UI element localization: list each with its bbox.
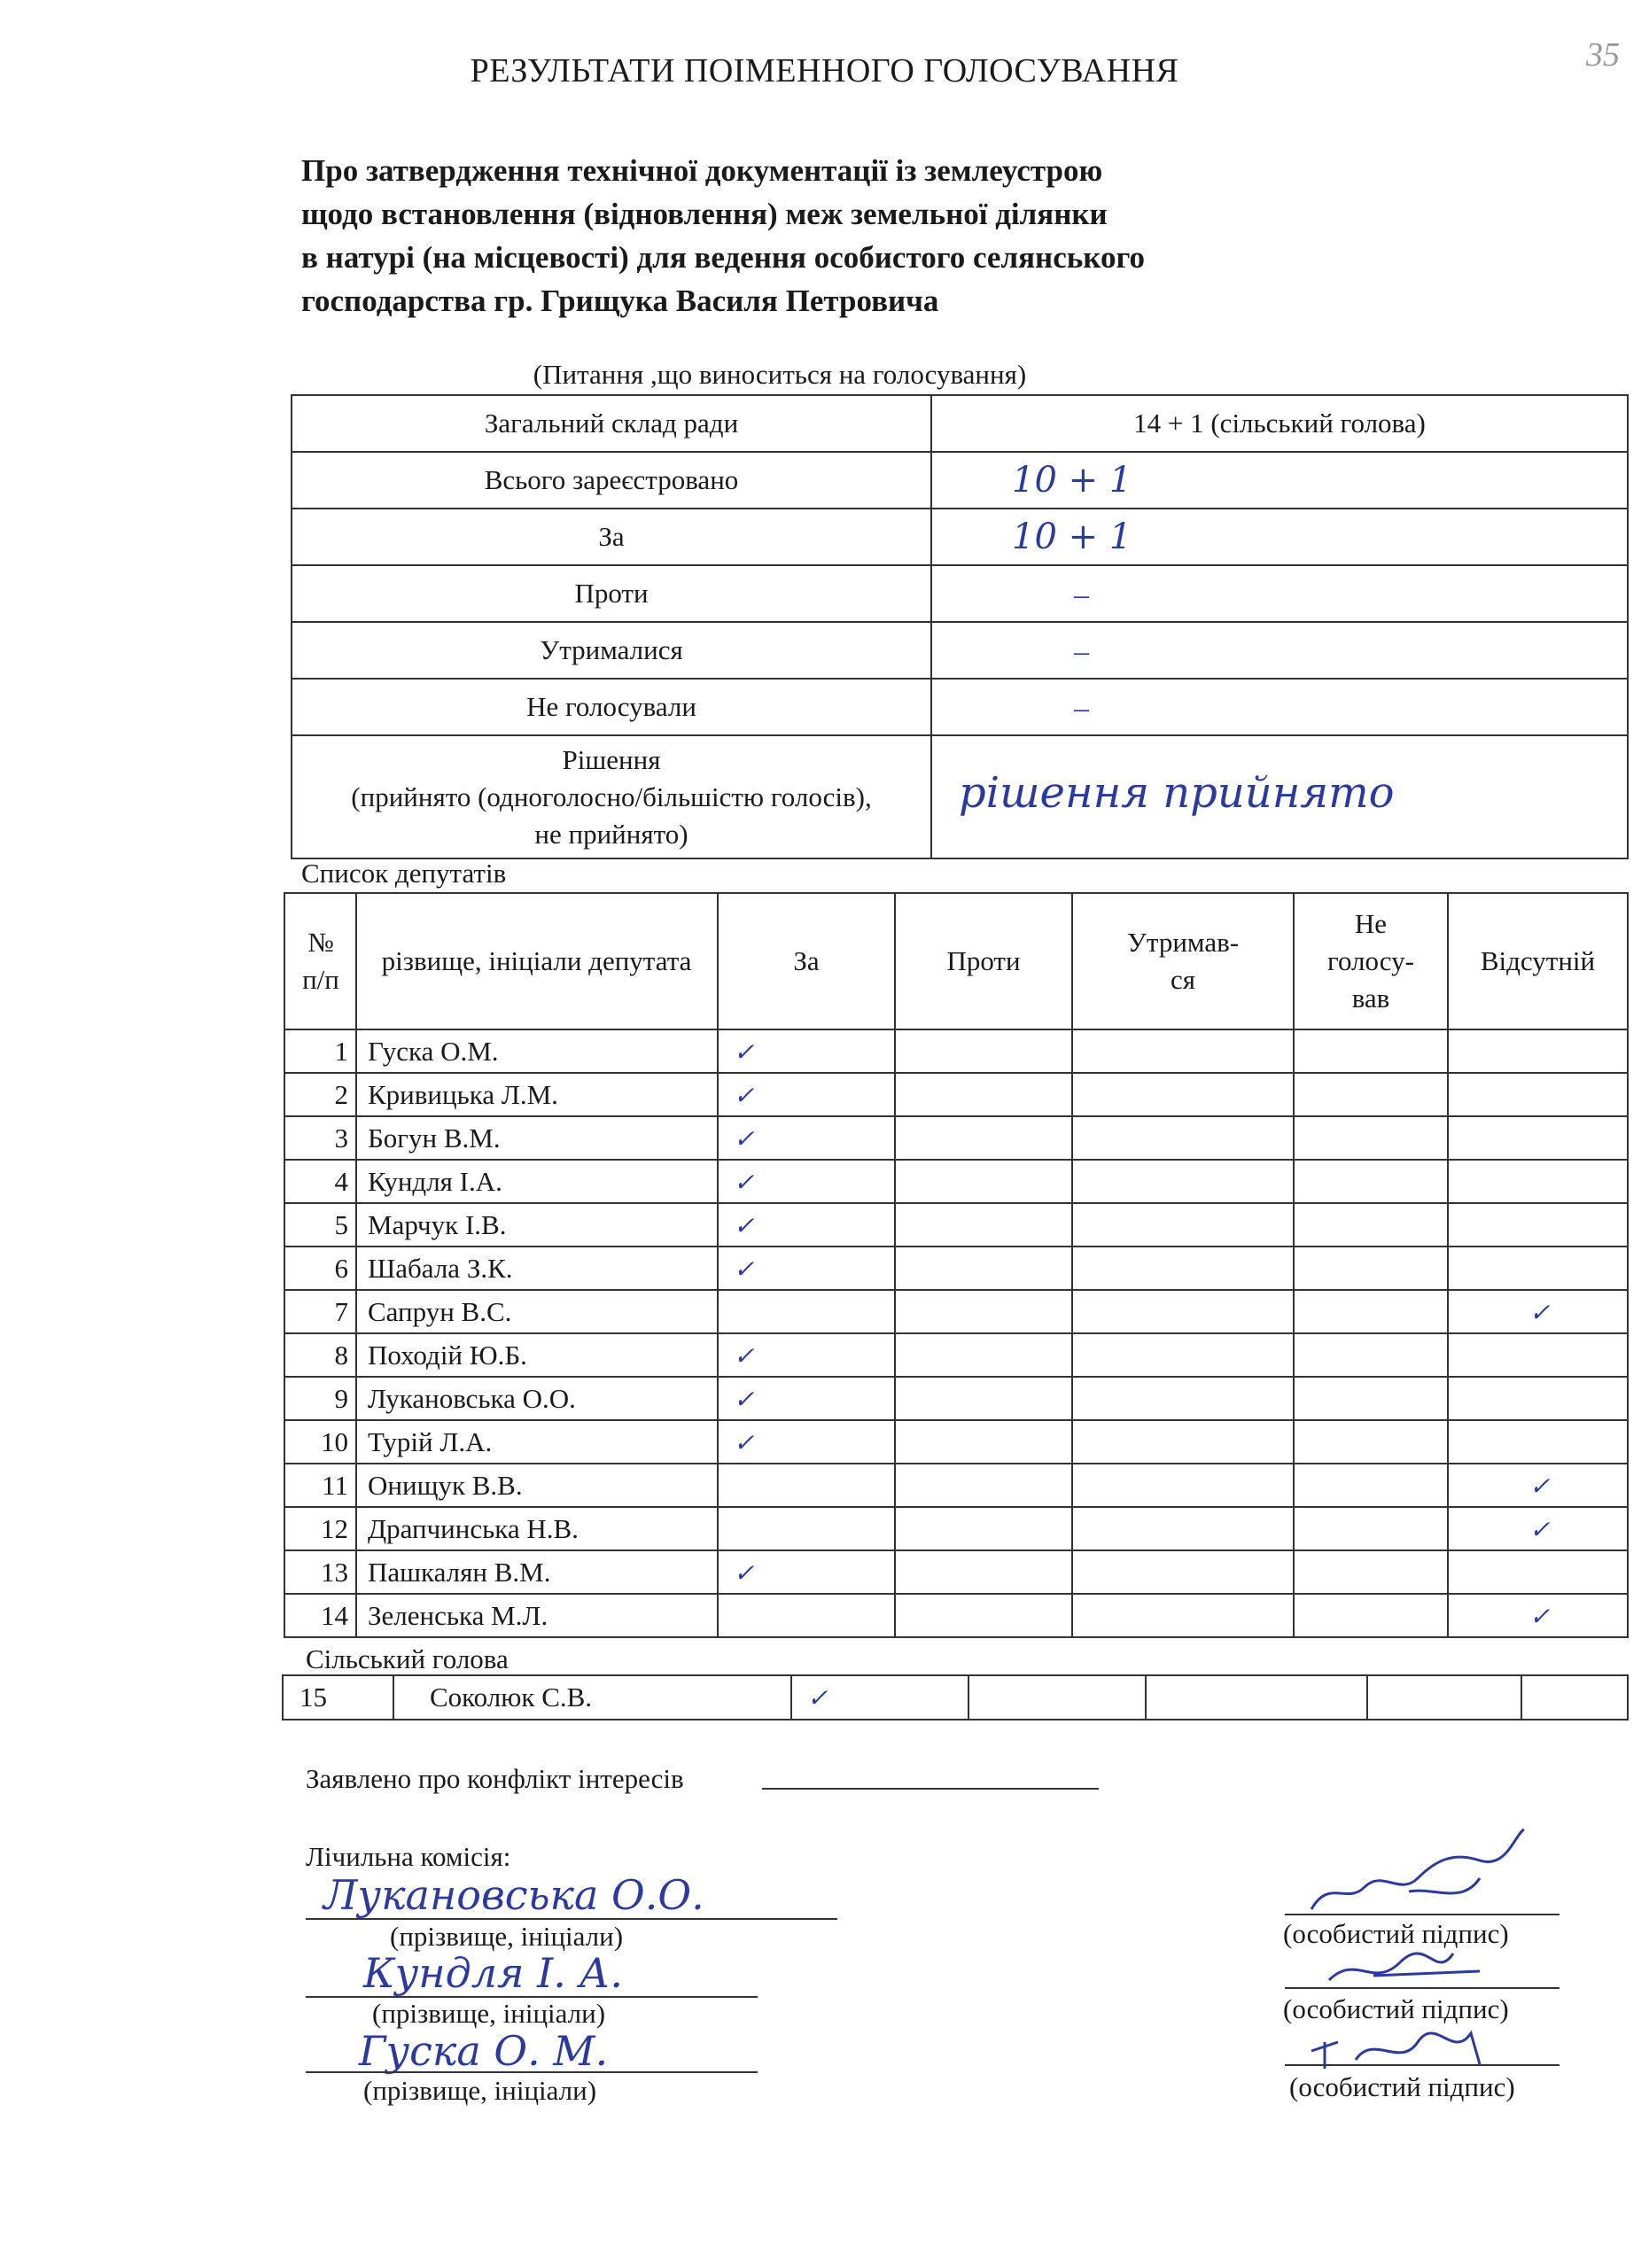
decision-label-line: Рішення <box>562 743 661 775</box>
deputy-row <box>284 1507 1628 1550</box>
absent-mark <box>1450 1254 1529 1284</box>
signature-caption: (особистий підпис) <box>1289 2071 1515 2102</box>
vote-against-cell <box>895 1247 1072 1290</box>
subject-line: Про затвердження технічної документації із землеустрою <box>301 153 1103 188</box>
conflict-of-interest-label: Заявлено про конфлікт інтересів <box>306 1763 684 1794</box>
absent-mark: ✓ <box>1529 1297 1551 1327</box>
vote-for-mark <box>719 1602 734 1631</box>
deputy-num: 13 <box>284 1550 356 1594</box>
deputy-row <box>284 1029 1628 1073</box>
signature-line <box>1285 2064 1560 2066</box>
vote-for-mark: ✓ <box>734 1080 755 1110</box>
village-head-table <box>282 1674 1629 1720</box>
summary-row <box>292 735 1628 858</box>
deputy-num: 6 <box>284 1247 356 1290</box>
decision-cell <box>931 735 1628 858</box>
commission-member-name: Лукановська О.О. <box>323 1871 704 1919</box>
vote-against-cell <box>895 1290 1072 1333</box>
deputy-name: Походій Ю.Б. <box>356 1333 718 1377</box>
header-not-voted-line: Не <box>1354 908 1388 939</box>
deputies-table <box>284 892 1629 1638</box>
conflict-of-interest-line <box>762 1788 1099 1790</box>
deputy-row <box>284 1594 1628 1637</box>
deputy-name: Кундля І.А. <box>356 1160 718 1203</box>
against-label: Проти <box>292 565 931 622</box>
absent-mark <box>1450 1037 1529 1067</box>
vote-abstained-cell <box>1072 1290 1294 1333</box>
header-abstained <box>1072 893 1294 1029</box>
header-not-voted-line: голосу- <box>1327 945 1414 976</box>
vote-against-cell <box>895 1550 1072 1594</box>
for-label: За <box>292 509 931 565</box>
signature-caption: (особистий підпис) <box>1283 1918 1509 1949</box>
deputies-caption: Список депутатів <box>301 858 507 889</box>
vote-abstained-cell <box>1072 1333 1294 1377</box>
for-cell <box>931 509 1628 565</box>
vote-against-cell <box>895 1507 1072 1550</box>
vote-for-mark: ✓ <box>734 1254 755 1284</box>
vote-against-cell <box>895 1377 1072 1420</box>
vote-not-voted-cell <box>1294 1594 1448 1637</box>
head-num: 15 <box>283 1675 393 1720</box>
vote-not-voted-cell <box>1294 1420 1448 1464</box>
signature-icon <box>1303 2016 1515 2078</box>
vote-abstained-cell <box>1072 1116 1294 1160</box>
summary-row <box>292 565 1628 622</box>
head-name: Соколюк С.В. <box>393 1675 791 1720</box>
vote-against-cell <box>895 1464 1072 1507</box>
question-caption: (Питання ,що виноситься на голосування) <box>533 359 1027 390</box>
vote-against-cell <box>895 1203 1072 1247</box>
name-line <box>306 2071 758 2073</box>
vote-for-mark <box>719 1298 734 1327</box>
deputy-row <box>284 1073 1628 1116</box>
header-against: Проти <box>895 893 1072 1029</box>
absent-mark <box>1450 1124 1529 1153</box>
vote-not-voted-cell <box>1294 1247 1448 1290</box>
deputy-name: Марчук І.В. <box>356 1203 718 1247</box>
summary-row <box>292 395 1628 452</box>
absent-mark: ✓ <box>1529 1514 1551 1544</box>
absent-mark <box>1450 1428 1529 1457</box>
header-num <box>284 893 356 1029</box>
registered-value: 10 + 1 <box>1012 460 1132 501</box>
deputy-row <box>284 1116 1628 1160</box>
decision-value: рішення прийнято <box>959 768 1395 818</box>
deputy-name: Сапрун В.С. <box>356 1290 718 1333</box>
header-abstained-line: ся <box>1170 964 1196 995</box>
deputy-name: Онищук В.В. <box>356 1464 718 1507</box>
vote-abstained-cell <box>1072 1247 1294 1290</box>
absent-cell <box>1521 1675 1628 1720</box>
deputy-row <box>284 1464 1628 1507</box>
vote-not-voted-cell <box>1294 1507 1448 1550</box>
header-abstained-line: Утримав- <box>1126 927 1240 958</box>
vote-not-voted-cell <box>1294 1377 1448 1420</box>
vote-not-voted-cell <box>1294 1160 1448 1203</box>
name-caption: (прізвище, ініціали) <box>372 1998 606 2029</box>
vote-against-cell <box>895 1594 1072 1637</box>
counting-commission-caption: Лічильна комісія: <box>306 1841 511 1872</box>
commission-member-name: Гуска О. М. <box>359 2027 609 2075</box>
vote-for-mark: ✓ <box>807 1683 828 1713</box>
header-not-voted <box>1294 893 1448 1029</box>
vote-not-voted-cell <box>1367 1675 1521 1720</box>
deputy-num: 8 <box>284 1333 356 1377</box>
absent-mark: ✓ <box>1529 1471 1551 1501</box>
deputy-name: Драпчинська Н.В. <box>356 1507 718 1550</box>
signature-icon <box>1303 1825 1533 1922</box>
deputy-num: 4 <box>284 1160 356 1203</box>
registered-label: Всього зареєстровано <box>292 452 931 509</box>
vote-for-mark <box>719 1515 734 1544</box>
vote-not-voted-cell <box>1294 1550 1448 1594</box>
vote-for-mark: ✓ <box>734 1167 755 1197</box>
vote-for-mark: ✓ <box>734 1557 755 1588</box>
against-cell <box>931 565 1628 622</box>
deputy-num: 7 <box>284 1290 356 1333</box>
header-absent: Відсутній <box>1448 893 1628 1029</box>
decision-label-line: не прийнято) <box>534 818 688 850</box>
name-line <box>306 1918 837 1920</box>
vote-not-voted-cell <box>1294 1029 1448 1073</box>
vote-not-voted-cell <box>1294 1464 1448 1507</box>
vote-abstained-cell <box>1072 1203 1294 1247</box>
subject-line: господарства гр. Грищука Василя Петровича <box>301 284 939 318</box>
total-label: Загальний склад ради <box>292 395 931 452</box>
deputy-name: Богун В.М. <box>356 1116 718 1160</box>
deputy-num: 3 <box>284 1116 356 1160</box>
absent-mark <box>1450 1385 1529 1414</box>
vote-against-cell <box>895 1160 1072 1203</box>
vote-for-mark: ✓ <box>734 1427 755 1457</box>
vote-against-cell <box>968 1675 1146 1720</box>
deputy-row <box>284 1377 1628 1420</box>
vote-not-voted-cell <box>1294 1116 1448 1160</box>
absent-mark <box>1450 1211 1529 1240</box>
document-title: РЕЗУЛЬТАТИ ПОІМЕННОГО ГОЛОСУВАННЯ <box>470 52 1179 89</box>
absent-mark <box>1450 1081 1529 1110</box>
deputy-num: 14 <box>284 1594 356 1637</box>
vote-against-cell <box>895 1073 1072 1116</box>
vote-not-voted-cell <box>1294 1203 1448 1247</box>
deputy-name: Турій Л.А. <box>356 1420 718 1464</box>
decision-label <box>292 735 931 858</box>
name-caption: (прізвище, ініціали) <box>363 2075 597 2106</box>
vote-abstained-cell <box>1072 1550 1294 1594</box>
vote-abstained-cell <box>1146 1675 1367 1720</box>
summary-row <box>292 452 1628 509</box>
vote-abstained-cell <box>1072 1160 1294 1203</box>
absent-mark <box>1450 1558 1529 1588</box>
village-head-caption: Сільський голова <box>306 1643 509 1674</box>
deputy-name: Гуска О.М. <box>356 1029 718 1073</box>
deputy-name: Лукановська О.О. <box>356 1377 718 1420</box>
vote-against-cell <box>895 1333 1072 1377</box>
deputy-row <box>284 1160 1628 1203</box>
signature-line <box>1285 1914 1560 1915</box>
header-for: За <box>718 893 895 1029</box>
vote-not-voted-cell <box>1294 1290 1448 1333</box>
vote-abstained-cell <box>1072 1029 1294 1073</box>
not-voted-value: – <box>1074 692 1089 725</box>
subject-line: щодо встановлення (відновлення) меж земельної ділянки <box>301 197 1108 231</box>
page-number: 35 <box>1586 36 1620 74</box>
signature-caption: (особистий підпис) <box>1283 1993 1509 2024</box>
deputy-row <box>284 1290 1628 1333</box>
total-value: 14 + 1 (сільський голова) <box>931 395 1628 452</box>
absent-mark: ✓ <box>1529 1601 1551 1631</box>
deputy-row <box>284 1420 1628 1464</box>
against-value: – <box>1074 579 1089 611</box>
header-num-line: п/п <box>302 964 339 995</box>
deputy-num: 5 <box>284 1203 356 1247</box>
vote-for-mark: ✓ <box>734 1037 755 1067</box>
deputy-num: 12 <box>284 1507 356 1550</box>
deputy-num: 11 <box>284 1464 356 1507</box>
deputy-num: 1 <box>284 1029 356 1073</box>
deputy-row <box>284 1247 1628 1290</box>
commission-member-name: Кундля І. А. <box>363 1949 623 1997</box>
deputy-name: Кривицька Л.М. <box>356 1073 718 1116</box>
deputy-row <box>284 1333 1628 1377</box>
name-caption: (прізвище, ініціали) <box>390 1921 624 1952</box>
vote-abstained-cell <box>1072 1594 1294 1637</box>
question-subject <box>301 149 1145 322</box>
deputy-row <box>284 1550 1628 1594</box>
vote-not-voted-cell <box>1294 1333 1448 1377</box>
abstained-cell <box>931 622 1628 679</box>
deputy-num: 2 <box>284 1073 356 1116</box>
subject-line: в натурі (на місцевості) для ведення особистого селянського <box>301 240 1145 275</box>
summary-table <box>291 394 1629 859</box>
deputy-num: 9 <box>284 1377 356 1420</box>
for-value: 10 + 1 <box>1012 517 1132 557</box>
vote-abstained-cell <box>1072 1464 1294 1507</box>
registered-cell <box>931 452 1628 509</box>
header-name: різвище, ініціали депутата <box>356 893 718 1029</box>
deputy-name: Шабала З.К. <box>356 1247 718 1290</box>
abstained-label: Утрималися <box>292 622 931 679</box>
vote-abstained-cell <box>1072 1420 1294 1464</box>
vote-against-cell <box>895 1116 1072 1160</box>
summary-row <box>292 509 1628 565</box>
abstained-value: – <box>1074 635 1089 668</box>
vote-against-cell <box>895 1420 1072 1464</box>
deputy-name: Зеленська М.Л. <box>356 1594 718 1637</box>
absent-mark <box>1450 1341 1529 1371</box>
deputy-name: Пашкалян В.М. <box>356 1550 718 1594</box>
signature-line <box>1285 1987 1560 1989</box>
vote-for-mark: ✓ <box>734 1340 755 1371</box>
deputy-num: 10 <box>284 1420 356 1464</box>
summary-row <box>292 679 1628 735</box>
vote-abstained-cell <box>1072 1073 1294 1116</box>
vote-not-voted-cell <box>1294 1073 1448 1116</box>
summary-row <box>292 622 1628 679</box>
header-not-voted-line: вав <box>1351 983 1390 1014</box>
vote-against-cell <box>895 1029 1072 1073</box>
header-num-line: № <box>307 927 334 958</box>
deputies-header-row <box>284 893 1628 1029</box>
village-head-row <box>283 1675 1628 1720</box>
absent-mark <box>1450 1168 1529 1197</box>
not-voted-label: Не голосували <box>292 679 931 735</box>
vote-for-mark: ✓ <box>734 1123 755 1153</box>
vote-for-mark: ✓ <box>734 1210 755 1240</box>
deputy-row <box>284 1203 1628 1247</box>
not-voted-cell <box>931 679 1628 735</box>
vote-abstained-cell <box>1072 1377 1294 1420</box>
vote-for-mark <box>719 1472 734 1501</box>
vote-for-mark: ✓ <box>734 1384 755 1414</box>
decision-label-line: (прийнято (одноголосно/більшістю голосів), <box>351 781 872 812</box>
vote-abstained-cell <box>1072 1507 1294 1550</box>
